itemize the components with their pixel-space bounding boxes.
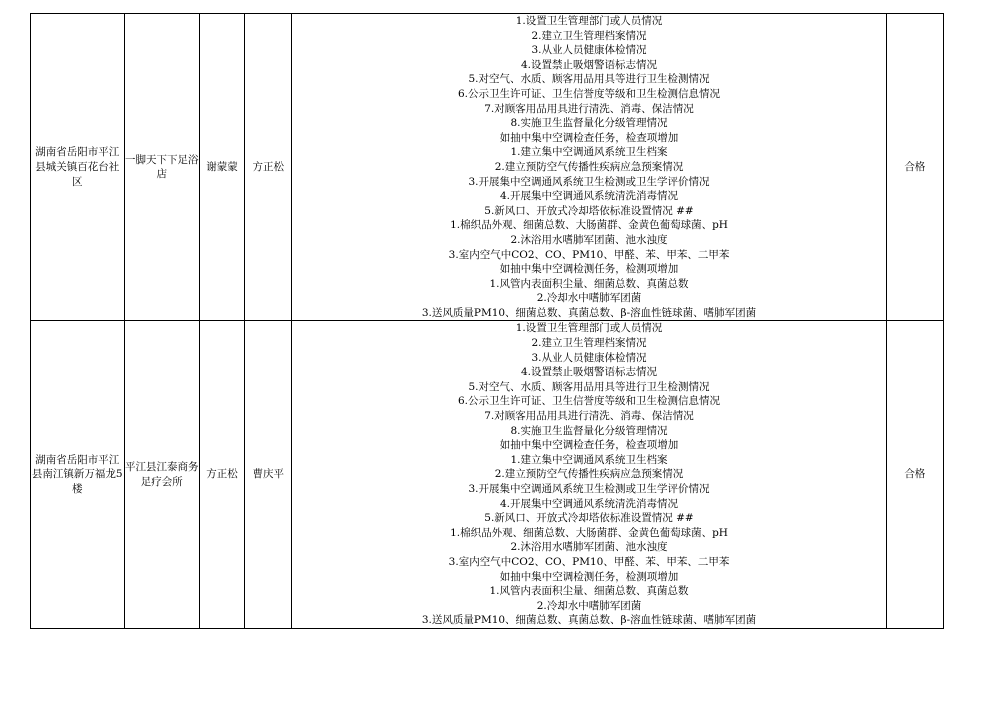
inspection-item: 2.建立预防空气传播性疾病应急预案情况 [494, 468, 684, 481]
inspection-item: 3.室内空气中CO2、CO、PM10、甲醛、苯、甲苯、二甲苯 [448, 555, 730, 568]
inspection-item: 7.对顾客用品用具进行清洗、消毒、保洁情况 [484, 410, 694, 423]
inspection-item: 1.棉织品外观、细菌总数、大肠菌群、金黄色葡萄球菌、pH [450, 219, 728, 232]
inspection-items-list [292, 321, 885, 627]
inspection-item: 如抽中集中空调检查任务，检查项增加 [499, 439, 679, 452]
person-cell: 方正松 [199, 321, 244, 628]
inspection-item: 3.从业人员健康体检情况 [531, 351, 647, 364]
inspection-item: 1.风管内表面积尘量、细菌总数、真菌总数 [489, 277, 689, 290]
inspection-item: 如抽中集中空调检查任务，检查项增加 [499, 131, 679, 144]
inspection-item: 8.实施卫生监督量化分级管理情况 [510, 117, 668, 130]
inspection-items-list [292, 14, 885, 320]
business-name-cell: 平江县江泰商务足疗会所 [124, 321, 199, 628]
person-cell: 曹庆平 [245, 321, 292, 628]
inspection-item: 1.设置卫生管理部门或人员情况 [515, 322, 663, 335]
business-name-cell: 一脚天下下足浴店 [124, 14, 199, 321]
inspection-item: 4.开展集中空调通风系统清洗消毒情况 [500, 190, 679, 203]
inspection-item: 2.冷却水中嗜肺军团菌 [536, 292, 642, 305]
inspection-item: 5.新风口、开放式冷却塔依标准设置情况 ## [484, 512, 694, 525]
inspection-item: 5.新风口、开放式冷却塔依标准设置情况 ## [484, 204, 694, 217]
address-cell: 湖南省岳阳市平江县南江镇新万福龙5楼 [31, 321, 125, 628]
result-cell: 合格 [886, 14, 943, 321]
inspection-item: 5.对空气、水质、顾客用品用具等进行卫生检测情况 [468, 380, 710, 393]
inspection-item: 3.开展集中空调通风系统卫生检测或卫生学评价情况 [468, 175, 710, 188]
inspection-item: 3.室内空气中CO2、CO、PM10、甲醛、苯、甲苯、二甲苯 [448, 248, 730, 261]
inspection-item: 2.建立卫生管理档案情况 [531, 29, 647, 42]
inspection-item: 1.建立集中空调通风系统卫生档案 [510, 453, 668, 466]
inspection-item: 6.公示卫生许可证、卫生信誉度等级和卫生检测信息情况 [458, 87, 721, 100]
inspection-item: 4.开展集中空调通风系统清洗消毒情况 [500, 497, 679, 510]
inspection-item: 1.风管内表面积尘量、细菌总数、真菌总数 [489, 585, 689, 598]
inspection-items-cell [292, 14, 886, 321]
inspection-item: 8.实施卫生监督量化分级管理情况 [510, 424, 668, 437]
inspection-item: 1.建立集中空调通风系统卫生档案 [510, 146, 668, 159]
inspection-item: 7.对顾客用品用具进行清洗、消毒、保洁情况 [484, 102, 694, 115]
inspection-item: 如抽中集中空调检测任务，检测项增加 [499, 570, 679, 583]
result-cell: 合格 [886, 321, 943, 628]
inspection-item: 5.对空气、水质、顾客用品用具等进行卫生检测情况 [468, 73, 710, 86]
inspection-item: 1.设置卫生管理部门或人员情况 [515, 15, 663, 27]
inspection-item: 如抽中集中空调检测任务，检测项增加 [499, 263, 679, 276]
person-cell: 谢蒙蒙 [199, 14, 244, 321]
inspection-item: 3.从业人员健康体检情况 [531, 44, 647, 57]
inspection-item: 4.设置禁止吸烟警语标志情况 [521, 58, 658, 71]
inspection-item: 2.建立卫生管理档案情况 [531, 337, 647, 350]
inspection-item: 3.开展集中空调通风系统卫生检测或卫生学评价情况 [468, 483, 710, 495]
inspection-item: 3.送风质量PM10、细菌总数、真菌总数、β-溶血性链球菌、嗜肺军团菌 [421, 614, 757, 627]
inspection-item: 2.冷却水中嗜肺军团菌 [536, 599, 642, 612]
inspection-item: 1.棉织品外观、细菌总数、大肠菌群、金黄色葡萄球菌、pH [450, 526, 728, 539]
person-cell: 方正松 [245, 14, 292, 321]
table-row [31, 14, 944, 321]
address-cell: 湖南省岳阳市平江县城关镇百花台社区 [31, 14, 125, 321]
inspection-item: 2.沐浴用水嗜肺军团菌、池水浊度 [510, 233, 668, 246]
inspection-item: 4.设置禁止吸烟警语标志情况 [521, 366, 658, 379]
inspection-item: 2.建立预防空气传播性疾病应急预案情况 [494, 160, 684, 173]
inspection-items-cell [292, 321, 886, 628]
inspection-item: 3.送风质量PM10、细菌总数、真菌总数、β-溶血性链球菌、嗜肺军团菌 [421, 306, 757, 319]
inspection-item: 6.公示卫生许可证、卫生信誉度等级和卫生检测信息情况 [458, 395, 721, 408]
inspection-table [30, 13, 944, 629]
inspection-item: 2.沐浴用水嗜肺军团菌、池水浊度 [510, 541, 668, 554]
table-row [31, 321, 944, 628]
